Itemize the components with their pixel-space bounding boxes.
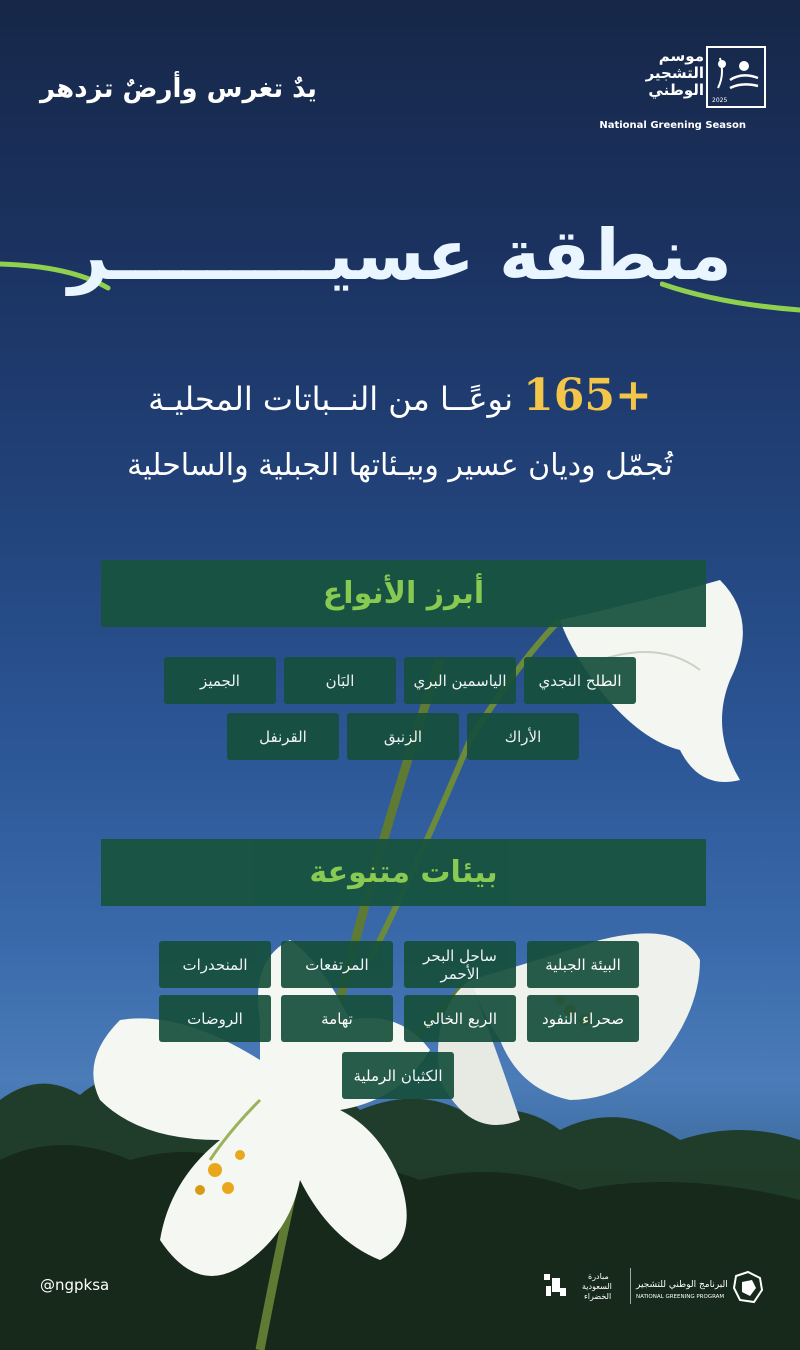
species-chip: القرنفل: [227, 713, 339, 760]
environment-chip: الكثبان الرملية: [342, 1052, 454, 1099]
species-chip: البَان: [284, 657, 396, 704]
species-chip: الأراك: [467, 713, 579, 760]
brand-line: الوطني: [648, 81, 704, 99]
species-count-line: [0, 370, 800, 421]
green-initiative-icon: [540, 1268, 570, 1308]
species-chip: الطلح النجدي: [524, 657, 636, 704]
species-chip: الجميز: [164, 657, 276, 704]
environment-chip: الربع الخالي: [404, 995, 516, 1042]
environment-chip: المرتفعات: [281, 941, 393, 988]
brand-name-english: National Greening Season: [599, 120, 746, 131]
environment-chip: المنحدرات: [159, 941, 271, 988]
logo-divider: [630, 1268, 631, 1304]
greening-program-icon: [728, 1268, 768, 1308]
species-chip: الياسمين البري: [404, 657, 516, 704]
brand-name-arabic: [646, 48, 704, 99]
brand-line: التشجير: [645, 64, 704, 82]
species-count: 165+: [523, 370, 652, 421]
brand-line: موسم: [658, 47, 704, 65]
species-chip: الزنبق: [347, 713, 459, 760]
saudi-green-initiative-logo: [540, 1264, 628, 1312]
subtitle: تُجمّل وديان عسير وبيـئاتها الجبلية والساحلية: [127, 448, 673, 483]
species-count-text: نوعًــا من النــباتات المحليـة: [148, 380, 513, 418]
slogan: يدٌ تغرس وأرضٌ تزدهر: [40, 74, 317, 104]
social-handle[interactable]: @ngpksa: [40, 1276, 110, 1294]
national-greening-season-logo: [706, 46, 766, 108]
environments-heading: بيئات متنوعة: [101, 839, 706, 906]
environment-chip: صحراء النفود: [527, 995, 639, 1042]
logo2-english: NATIONAL GREENING PROGRAM: [636, 1294, 725, 1300]
environment-chip: تهامة: [281, 995, 393, 1042]
environment-chip: ساحل البحر الأحمر: [404, 941, 516, 988]
brand-year: 2025: [712, 97, 728, 104]
logo1-line: الخضراء: [584, 1292, 612, 1301]
national-greening-program-logo: [630, 1264, 770, 1312]
environment-chip: الروضات: [159, 995, 271, 1042]
lily-flower-illustration: [0, 540, 800, 1350]
region-title: منطقة عسيـــــــــر: [68, 214, 732, 296]
logo1-line: السعودية: [582, 1282, 612, 1291]
species-heading: أبرز الأنواع: [101, 560, 706, 627]
logo1-line: مبادرة: [588, 1272, 609, 1281]
environment-chip: البيئة الجبلية: [527, 941, 639, 988]
logo2-arabic: البرنامج الوطني للتشجير: [636, 1280, 728, 1290]
